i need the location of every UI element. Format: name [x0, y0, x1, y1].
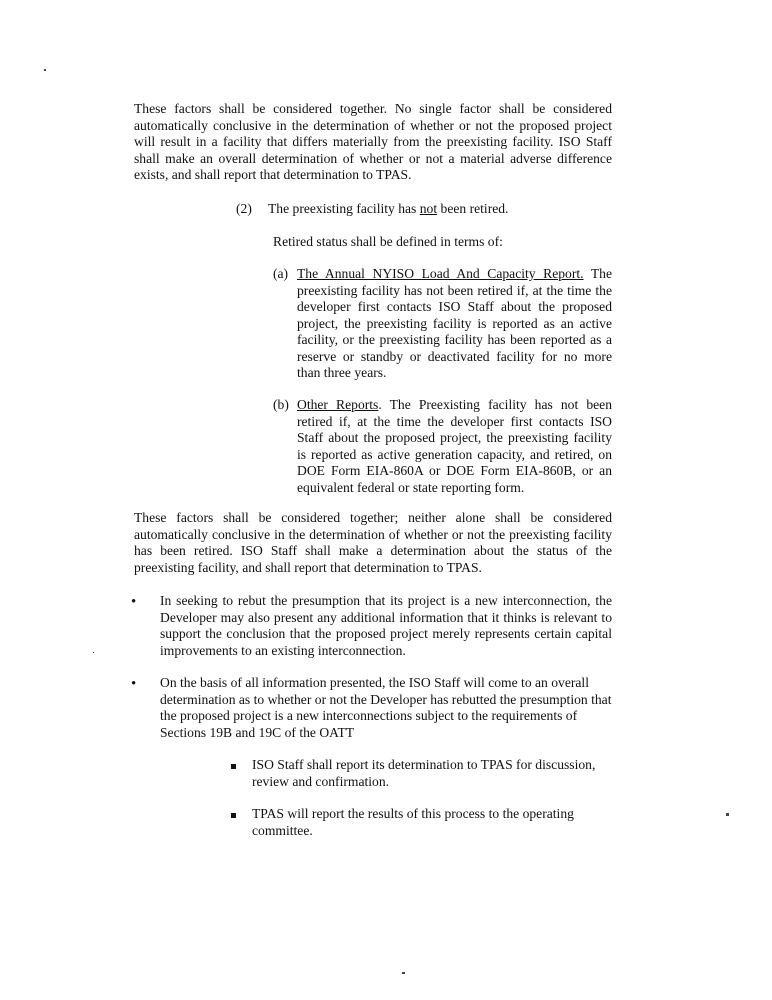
item-2-text-before: The preexisting facility has: [268, 201, 420, 216]
sub-bullet-2-text: TPAS will report the results of this process to the operating committee.: [252, 806, 574, 838]
item-2-number: (2): [236, 201, 252, 216]
sub-b-title: Other Reports: [297, 397, 379, 412]
scan-speck: [93, 652, 94, 653]
square-bullet-2-icon: [231, 813, 236, 818]
sub-b-label: (b): [273, 397, 289, 412]
sub-a-text: The preexisting facility has not been retired if, at the time the developer first contacts ISO Staff about the proposed project, the preexisting facility is reported as an active facility, or the preexisting facility has been reported as a reserve or standby or deactivated facility for no more than three years.: [297, 266, 612, 380]
paragraph-neither-alone: These factors shall be considered together; neither alone shall be considered automatically conclusive in the determination of whether or not the preexisting facility has been retired. ISO Staff shall make a determination about the status of the preexisting facility, and shall report that determination to TPAS.: [134, 510, 612, 575]
sub-b-body: [297, 397, 612, 496]
bullet-2-text: On the basis of all information presented, the ISO Staff will come to an overall determination as to whether or not the Developer has rebutted the presumption that the proposed project is a new interconnections subject to the requirements of Sections 19B and 19C of the OATT: [160, 675, 612, 740]
square-bullet-1-icon: [231, 764, 236, 769]
sub-bullet-1-text: ISO Staff shall report its determination to TPAS for discussion, review and confirmation.: [252, 757, 596, 789]
paragraph-factors-together: These factors shall be considered together. No single factor shall be considered automatically conclusive in the determination of whether or not the proposed project will result in a facility that differs materially from the preexisting facility. ISO Staff shall make an overall determination of whether or not a material adverse difference exists, and shall report that determination to TPAS.: [134, 101, 612, 182]
bullet-2-icon: •: [131, 676, 137, 692]
sub-a-label: (a): [273, 266, 289, 281]
sub-a-body: [297, 266, 612, 382]
scan-speck: [726, 813, 729, 816]
sub-a-title: The Annual NYISO Load And Capacity Report.: [297, 266, 584, 281]
scan-speck: [44, 69, 46, 71]
scan-speck: [402, 972, 405, 974]
item-2-text-after: been retired.: [437, 201, 509, 216]
item-2-heading: [268, 201, 608, 218]
retired-status-intro: Retired status shall be defined in terms of:: [273, 234, 503, 249]
item-2-text-underlined: not: [419, 201, 438, 216]
bullet-1-icon: •: [131, 594, 137, 610]
sub-b-text: . The Preexisting facility has not been retired if, at the time the developer first contacts ISO Staff about the proposed project, the preexisting facility is reported as active generation capacity, and retired, on DOE Form EIA-860A or DOE Form EIA-860B, or an equivalent federal or state reporting form.: [297, 397, 613, 495]
bullet-1-text: In seeking to rebut the presumption that its project is a new interconnection, the Developer may also present any additional information that it thinks is relevant to support the conclusion that the proposed project merely represents certain capital improvements to an existing interconnection.: [160, 593, 612, 658]
